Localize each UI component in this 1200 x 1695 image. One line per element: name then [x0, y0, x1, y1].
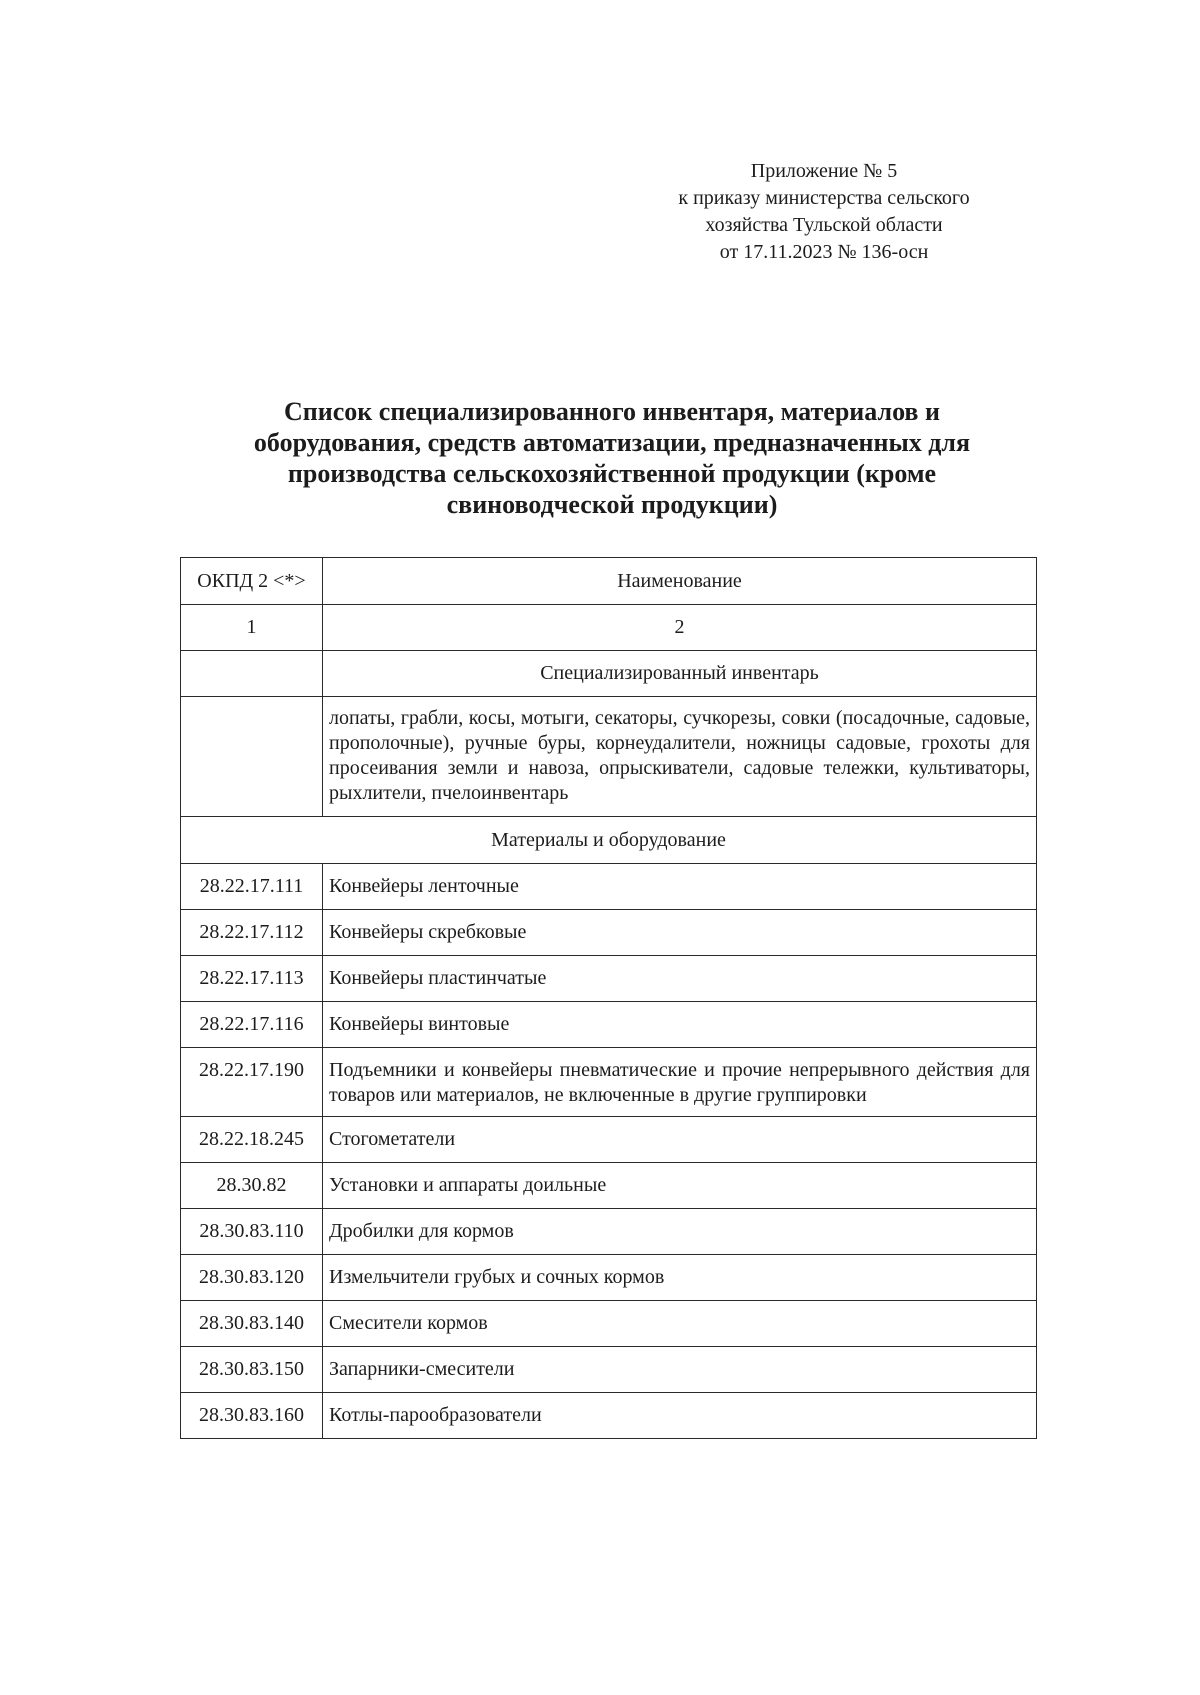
inventory-description-row [181, 697, 1037, 817]
appendix-order-ref: к приказу министерства сельского [678, 187, 970, 209]
section-row-materials [181, 817, 1037, 864]
header-okpd: ОКПД 2 <*> [181, 558, 323, 605]
table-row [181, 1048, 1037, 1117]
okpd-code: 28.22.17.111 [181, 864, 323, 910]
okpd-code: 28.22.17.112 [181, 910, 323, 956]
table-row [181, 1255, 1037, 1301]
item-name: Подъемники и конвейеры пневматические и прочие непрерывного действия для товаров или материалов, не включенные в другие группировки [323, 1048, 1037, 1117]
okpd-code: 28.30.83.110 [181, 1209, 323, 1255]
okpd-code: 28.22.17.113 [181, 956, 323, 1002]
okpd-code: 28.30.83.160 [181, 1393, 323, 1439]
inventory-description: лопаты, грабли, косы, мотыги, секаторы, сучкорезы, совки (посадочные, садовые, прополочные), ручные буры, корнеудалители, ножницы садовые, грохоты для просеивания земли и навоза, опрыскиватели, садовые тележки, культиваторы, рыхлители, пчелоинвентарь [323, 697, 1037, 817]
section-title-materials: Материалы и оборудование [181, 817, 1037, 864]
appendix-header [638, 158, 1010, 266]
empty-cell [181, 697, 323, 817]
table-numbering-row [181, 605, 1037, 651]
table-row [181, 1347, 1037, 1393]
item-name: Стогометатели [323, 1117, 1037, 1163]
table-row [181, 864, 1037, 910]
item-name: Установки и аппараты доильные [323, 1163, 1037, 1209]
item-name: Конвейеры скребковые [323, 910, 1037, 956]
table-row [181, 1163, 1037, 1209]
empty-cell [181, 651, 323, 697]
appendix-number: Приложение № 5 [750, 160, 898, 182]
title-line: свиноводческой продукции) [446, 490, 778, 519]
item-name: Измельчители грубых и сочных кормов [323, 1255, 1037, 1301]
table-header-row [181, 558, 1037, 605]
column-number-2: 2 [323, 605, 1037, 651]
section-title-inventory: Специализированный инвентарь [323, 651, 1037, 697]
table-row [181, 1301, 1037, 1347]
column-number-1: 1 [181, 605, 323, 651]
document-title [180, 396, 1044, 520]
section-row-inventory [181, 651, 1037, 697]
appendix-ministry: хозяйства Тульской области [705, 214, 943, 236]
okpd-code: 28.22.18.245 [181, 1117, 323, 1163]
okpd-code: 28.30.82 [181, 1163, 323, 1209]
okpd-code: 28.30.83.150 [181, 1347, 323, 1393]
table-row [181, 956, 1037, 1002]
table-row [181, 1209, 1037, 1255]
item-name: Запарники-смесители [323, 1347, 1037, 1393]
table-row [181, 910, 1037, 956]
item-name: Смесители кормов [323, 1301, 1037, 1347]
okpd-code: 28.22.17.190 [181, 1048, 323, 1117]
okpd-code: 28.30.83.140 [181, 1301, 323, 1347]
title-line: производства сельскохозяйственной продукции (кроме [287, 459, 937, 488]
okpd-code: 28.30.83.120 [181, 1255, 323, 1301]
item-name: Конвейеры пластинчатые [323, 956, 1037, 1002]
title-line: Список специализированного инвентаря, материалов и [284, 397, 940, 426]
okpd-code: 28.22.17.116 [181, 1002, 323, 1048]
item-name: Котлы-парообразователи [323, 1393, 1037, 1439]
item-name: Конвейеры ленточные [323, 864, 1037, 910]
header-name: Наименование [323, 558, 1037, 605]
item-name: Конвейеры винтовые [323, 1002, 1037, 1048]
item-name: Дробилки для кормов [323, 1209, 1037, 1255]
title-line: оборудования, средств автоматизации, предназначенных для [253, 428, 971, 457]
appendix-order-date: от 17.11.2023 № 136-осн [719, 241, 929, 263]
table-row [181, 1393, 1037, 1439]
table-row [181, 1002, 1037, 1048]
equipment-table [180, 557, 1037, 1439]
table-row [181, 1117, 1037, 1163]
